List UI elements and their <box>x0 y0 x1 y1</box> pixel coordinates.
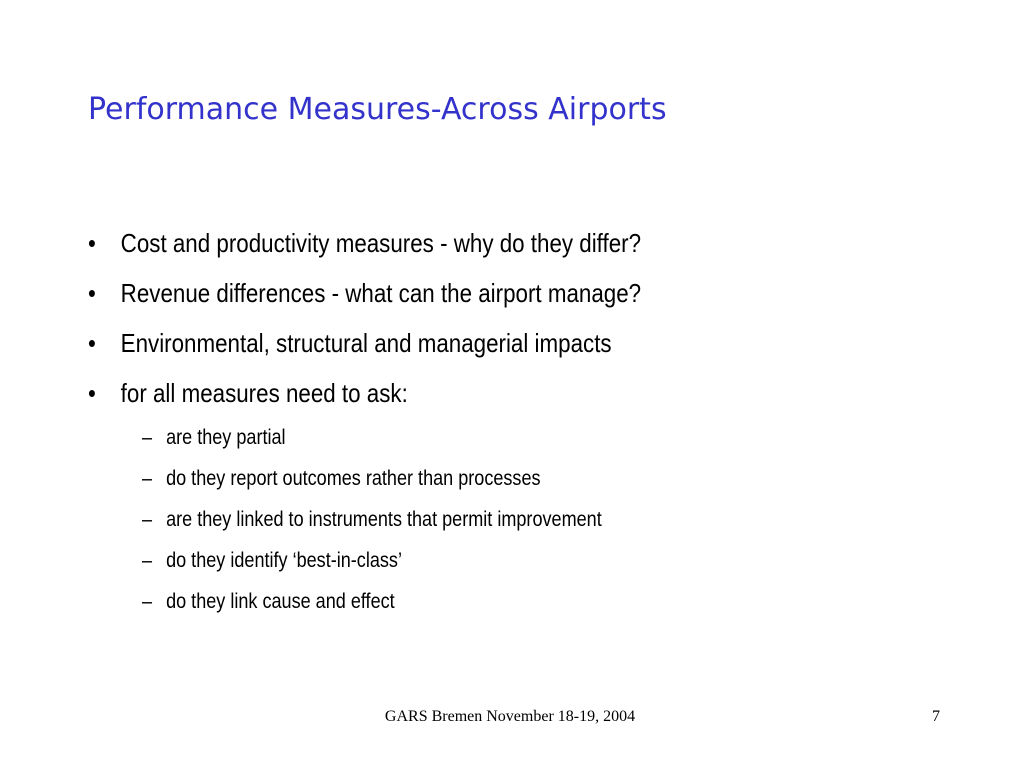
sub-bullet-text: are they linked to instruments that permit improvement <box>166 508 602 531</box>
bullet-marker: • <box>88 328 96 358</box>
sub-bullet-marker: – <box>142 467 153 490</box>
bullet-text: for all measures need to ask: <box>120 378 408 408</box>
sub-bullet-item <box>142 426 602 467</box>
bullet-text: Environmental, structural and managerial impacts <box>120 328 612 358</box>
sub-bullet-marker: – <box>142 590 153 613</box>
bullet-item <box>88 378 828 428</box>
sub-bullet-text: do they identify ‘best-in-class’ <box>166 549 402 572</box>
sub-bullet-item <box>142 590 602 631</box>
bullet-item <box>88 228 828 278</box>
sub-bullet-text: do they report outcomes rather than processes <box>166 467 541 490</box>
bullet-item <box>88 278 828 328</box>
sub-bullet-text: do they link cause and effect <box>166 590 395 613</box>
sub-bullet-item <box>142 549 602 590</box>
sub-bullet-item <box>142 508 602 549</box>
slide-title: Performance Measures-Across Airports <box>88 92 667 127</box>
bullet-text: Cost and productivity measures - why do they differ? <box>120 228 642 258</box>
bullet-item <box>88 328 828 378</box>
bullet-marker: • <box>88 378 96 408</box>
sub-bullet-marker: – <box>142 426 153 449</box>
sub-bullet-marker: – <box>142 508 153 531</box>
bullet-list <box>88 228 948 428</box>
bullet-marker: • <box>88 228 96 258</box>
sub-bullet-item <box>142 467 602 508</box>
sub-bullet-marker: – <box>142 549 153 572</box>
sub-bullet-text: are they partial <box>166 426 286 449</box>
bullet-marker: • <box>88 278 96 308</box>
sub-bullet-list <box>142 426 677 631</box>
bullet-text: Revenue differences - what can the airport manage? <box>120 278 642 308</box>
page-number: 7 <box>932 708 940 725</box>
slide-footer: GARS Bremen November 18-19, 2004 <box>384 708 636 725</box>
